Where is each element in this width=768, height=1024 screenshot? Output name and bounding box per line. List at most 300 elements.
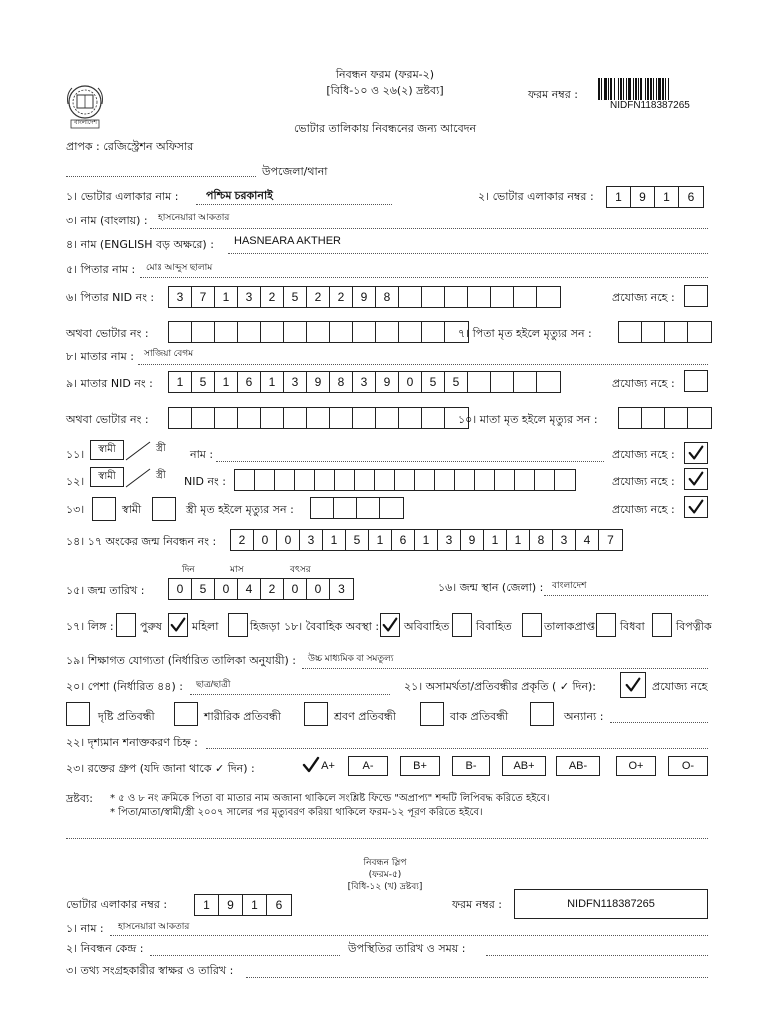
mother-nid-cell[interactable]: 6: [238, 372, 261, 392]
husband-option[interactable]: [90, 440, 124, 460]
slip-sign-line: [246, 977, 708, 978]
barcode-bar: [665, 78, 666, 100]
mother-nid-cell[interactable]: [468, 372, 491, 392]
father-voter-no-cell[interactable]: [422, 322, 445, 342]
father-nid-cell[interactable]: [514, 287, 537, 307]
barcode-bar: [626, 78, 627, 100]
mother-death-year-cell[interactable]: [688, 408, 711, 428]
barcode-bar: [638, 78, 639, 100]
father-voter-no-cell[interactable]: [399, 322, 422, 342]
mother-death-year-cell[interactable]: [665, 408, 688, 428]
barcode-bar: [614, 78, 615, 100]
dob-day-caption: দিন: [182, 565, 195, 575]
father-voter-no-cell[interactable]: [376, 322, 399, 342]
mother-death-year-cell[interactable]: [642, 408, 665, 428]
slip-name-value: হাসনেয়ারা আকতার: [118, 921, 190, 931]
barcode: [598, 78, 716, 100]
slip-area-no-cell[interactable]: 6: [275, 898, 283, 912]
father-death-year-cell[interactable]: [665, 322, 688, 342]
slip-area-no-cell[interactable]: 1: [195, 895, 219, 915]
barcode-bar: [610, 78, 612, 100]
birth-reg-cell[interactable]: 1: [323, 530, 346, 550]
slip-area-no-cell[interactable]: 9: [219, 895, 243, 915]
father-name-value: মোঃ আব্দুস ছালাম: [146, 262, 213, 272]
vision-checkbox[interactable]: [66, 702, 90, 726]
mother-death-year-cells: [618, 407, 712, 429]
blood-group-option[interactable]: [348, 756, 388, 776]
spouse-name-number: ১১।: [66, 448, 85, 461]
widow-checkbox[interactable]: [596, 613, 616, 637]
spouse-nid-cell[interactable]: [515, 470, 535, 490]
spouse-death-na-checkbox[interactable]: [684, 496, 708, 518]
mother-nid-cell[interactable]: 9: [307, 372, 330, 392]
checkmark-icon: [381, 616, 399, 634]
mother-name-value: সাজিয়া বেগম: [144, 348, 194, 358]
birth-reg-cell[interactable]: 1: [507, 530, 530, 550]
spouse-death-year-cell[interactable]: [334, 498, 357, 518]
voter-area-name-label: ১। ভোটার এলাকার নাম :: [66, 190, 179, 203]
father-death-year-cell[interactable]: [688, 322, 711, 342]
mother-nid-na-label: প্রযোজ্য নহে :: [612, 377, 675, 390]
spouse-nid-cell[interactable]: [375, 470, 395, 490]
note-line-2: * পিতা/মাতা/স্বামী/স্ত্রী ২০০৭ সালের পর মৃত্যুবরণ করিয়া থাকিলে ফরম-১২ পূরণ করিতে হইবে।: [110, 807, 483, 818]
profession-line: [190, 694, 390, 695]
female-label: মহিলা: [192, 620, 219, 633]
birth-reg-cell[interactable]: 1: [369, 530, 392, 550]
other-disability-line: [610, 722, 708, 723]
father-nid-cell[interactable]: 9: [353, 287, 376, 307]
spouse-name-na-label: প্রযোজ্য নহে :: [612, 448, 675, 461]
mother-nid-cell[interactable]: 1: [215, 372, 238, 392]
mother-nid-cell[interactable]: 5: [422, 372, 445, 392]
barcode-bar: [635, 78, 637, 100]
birth-reg-cell[interactable]: 0: [277, 530, 300, 550]
slip-area-no-label: ভোটার এলাকার নম্বর :: [66, 898, 168, 911]
slip-form: (ফরম-৫): [368, 870, 402, 880]
slip-area-no-cell[interactable]: 1: [243, 895, 267, 915]
mother-nid-cell[interactable]: 5: [192, 372, 215, 392]
barcode-bar: [618, 78, 619, 100]
father-name-line: [140, 277, 708, 278]
birth-reg-cell[interactable]: 3: [438, 530, 461, 550]
father-name-label: ৫। পিতার নাম :: [66, 263, 136, 276]
voter-area-name-value: পশ্চিম চরকানাই: [206, 190, 273, 202]
disability-na-label: প্রযোজ্য নহে: [652, 680, 708, 693]
name-english-label: ৪। নাম (ENGLISH বড় অক্ষরে) :: [66, 238, 214, 251]
government-logo: [62, 80, 108, 132]
dob-cell[interactable]: 4: [238, 579, 261, 599]
mother-nid-cell[interactable]: 9: [376, 372, 399, 392]
vision-label: দৃষ্টি প্রতিবন্ধী: [98, 710, 155, 723]
checkmark-icon: [301, 755, 321, 775]
profession-value: ছাত্র/ছাত্রী: [196, 679, 231, 689]
father-death-year-cell[interactable]: [619, 322, 642, 342]
husband-death-checkbox[interactable]: [92, 497, 116, 521]
barcode-bar: [656, 78, 657, 100]
husband-death-label: স্বামী: [122, 503, 142, 516]
identification-mark-line: [206, 748, 708, 749]
mother-voter-no-cell[interactable]: [422, 408, 445, 428]
name-bangla-label: ৩। নাম (বাংলায়) :: [66, 214, 148, 227]
slip-form-no-value: NIDFN118387265: [567, 898, 655, 910]
blood-group-option[interactable]: [400, 756, 440, 776]
barcode-bar: [623, 78, 624, 100]
mother-death-year-label: ১০। মাতা মৃত হইলে মৃত্যুর সন :: [458, 413, 598, 426]
mother-name-label: ৮। মাতার নাম :: [66, 350, 134, 363]
spouse-nid-cell[interactable]: [295, 470, 315, 490]
barcode-bar: [628, 78, 631, 100]
birth-reg-cell[interactable]: 3: [553, 530, 576, 550]
physical-checkbox[interactable]: [174, 702, 198, 726]
dob-cells: [168, 578, 354, 600]
spouse-nid-na-checkbox[interactable]: [684, 468, 708, 490]
barcode-text: NIDFN118387265: [610, 100, 690, 111]
mother-voter-no-cell[interactable]: [169, 408, 192, 428]
blood-group-option[interactable]: [298, 756, 338, 776]
application-title: ভোটার তালিকায় নিবন্ধনের জন্য আবেদন: [293, 122, 477, 135]
spouse-nid-na-label: প্রযোজ্য নহে :: [612, 475, 675, 488]
voter-area-number-cell[interactable]: 1: [607, 187, 631, 207]
barcode-bar: [601, 78, 602, 100]
spouse-death-year-cell[interactable]: [357, 498, 380, 518]
father-nid-na-label: প্রযোজ্য নহে :: [612, 291, 675, 304]
barcode-bar: [668, 78, 669, 100]
spouse-nid-label: NID নং :: [184, 475, 226, 488]
mother-nid-cell[interactable]: 1: [261, 372, 284, 392]
blood-group-label: ২৩। রক্তের গ্রুপ (যদি জানা থাকে ✓ দিন) :: [66, 762, 255, 775]
father-voter-no-cell[interactable]: [215, 322, 238, 342]
birth-district-line: [544, 595, 708, 596]
blood-group-label: B+: [413, 760, 427, 772]
barcode-bar: [620, 78, 622, 100]
slip-name-label: ১। নাম :: [66, 922, 104, 935]
birth-reg-cell[interactable]: 3: [300, 530, 323, 550]
dob-label: ১৫। জন্ম তারিখ :: [66, 584, 145, 597]
dob-cell[interactable]: 0: [284, 579, 307, 599]
mother-death-year-cell[interactable]: [619, 408, 642, 428]
mother-nid-cell[interactable]: 8: [330, 372, 353, 392]
checkmark-icon: [169, 616, 187, 634]
mother-nid-cell[interactable]: 3: [284, 372, 307, 392]
mother-nid-cell[interactable]: [514, 372, 537, 392]
father-nid-cell[interactable]: 2: [261, 287, 284, 307]
blood-group-label: AB+: [513, 760, 535, 772]
note-label: দ্রষ্টব্য:: [66, 792, 93, 805]
education-label: ১৯। শিক্ষাগত যোগ্যতা (নির্ধারিত তালিকা অনুযায়ী) :: [66, 654, 296, 667]
name-bangla-value: হাসনেয়ারা আকতার: [158, 212, 230, 222]
father-voter-no-cell[interactable]: [284, 322, 307, 342]
divorced-checkbox[interactable]: [522, 613, 542, 637]
mother-voter-no-cell[interactable]: [330, 408, 353, 428]
spouse-nid-cell[interactable]: [535, 470, 555, 490]
mother-voter-no-cell[interactable]: [353, 408, 376, 428]
spouse-nid-cell[interactable]: [455, 470, 475, 490]
spouse-nid-cell[interactable]: [235, 470, 255, 490]
widower-checkbox[interactable]: [652, 613, 672, 637]
recipient-line: প্রাপক : রেজিস্ট্রেশন অফিসার: [66, 140, 194, 153]
voter-area-number-cell[interactable]: 6: [687, 190, 695, 204]
barcode-bar: [647, 78, 649, 100]
father-nid-cell[interactable]: [537, 287, 560, 307]
father-nid-cell[interactable]: 3: [169, 287, 192, 307]
slip-time-label: উপস্থিতির তারিখ ও সময় :: [348, 942, 466, 955]
father-nid-cell[interactable]: 5: [284, 287, 307, 307]
father-nid-label: ৬। পিতার NID নং :: [66, 291, 155, 304]
form-title: নিবন্ধন ফরম (ফরম-২): [335, 68, 435, 81]
checkmark-icon: [687, 498, 705, 516]
gender-label: ১৭। লিঙ্গ :: [66, 620, 114, 633]
checkmark-icon: [687, 470, 705, 488]
dob-cell[interactable]: 0: [215, 579, 238, 599]
mother-voter-no-cell[interactable]: [215, 408, 238, 428]
spouse-death-na-label: প্রযোজ্য নহে :: [612, 503, 675, 516]
father-voter-no-cell[interactable]: [330, 322, 353, 342]
profession-label: ২০। পেশা (নির্ধারিত ৪৪) :: [66, 680, 183, 693]
spouse-name-line: [216, 461, 604, 462]
father-voter-no-cell[interactable]: [192, 322, 215, 342]
blood-group-option[interactable]: [616, 756, 656, 776]
birth-reg-cell[interactable]: 4: [576, 530, 599, 550]
identification-mark-label: ২২। দৃশ্যমান শনাক্তকরণ চিহ্ন :: [66, 736, 198, 749]
slip-title: নিবন্ধন স্লিপ: [363, 858, 407, 868]
father-nid-cell[interactable]: 2: [330, 287, 353, 307]
married-label: বিবাহিত: [476, 620, 512, 633]
disability-na-checkbox[interactable]: [620, 672, 646, 698]
blood-group-option[interactable]: [502, 756, 546, 776]
husband-label: স্বামী: [98, 470, 116, 482]
barcode-bar: [650, 78, 652, 100]
father-nid-cell[interactable]: 7: [192, 287, 215, 307]
mother-voter-no-label: অথবা ভোটার নং :: [66, 413, 149, 426]
birth-district-value: বাংলাদেশ: [552, 580, 587, 590]
father-nid-cell[interactable]: 1: [215, 287, 238, 307]
spouse-nid-cell[interactable]: [315, 470, 335, 490]
slip-form-no-label: ফরম নম্বর :: [452, 898, 502, 911]
male-checkbox[interactable]: [116, 613, 136, 637]
barcode-bar: [598, 78, 600, 100]
mother-nid-cell[interactable]: 5: [445, 372, 468, 392]
form-subtitle: [বিধি-১০ ও ২৬(২) দ্রষ্টব্য]: [326, 84, 444, 97]
wife-death-text: স্ত্রী মৃত হইলে মৃত্যুর সন :: [186, 503, 294, 516]
slip-form-no-box: [514, 889, 708, 919]
note-separator-line: [66, 838, 708, 839]
blood-group-label: A-: [362, 760, 374, 772]
barcode-bar: [653, 78, 654, 100]
father-nid-cell[interactable]: [445, 287, 468, 307]
birth-reg-cell[interactable]: 1: [484, 530, 507, 550]
voter-area-number-cells: [606, 186, 704, 208]
father-death-year-label: ৭। পিতা মৃত হইলে মৃত্যুর সন :: [458, 327, 592, 340]
disability-label: ২১। অসামর্থতা/প্রতিবন্ধীর প্রকৃতি ( ✓ দিন):: [404, 680, 597, 693]
voter-area-number-label: ২। ভোটার এলাকার নম্বর :: [478, 190, 594, 203]
barcode-bar: [658, 78, 661, 100]
married-checkbox[interactable]: [452, 613, 472, 637]
widower-label: বিপত্নীক: [676, 620, 712, 633]
father-voter-no-cell[interactable]: [353, 322, 376, 342]
spouse-nid-cell[interactable]: [475, 470, 495, 490]
birth-reg-cell[interactable]: 6: [392, 530, 415, 550]
education-line: [302, 668, 708, 669]
slip-center-line: [150, 955, 340, 956]
spouse-nid-number: ১২।: [66, 475, 85, 488]
mother-nid-cell[interactable]: 3: [353, 372, 376, 392]
spouse-death-year-cell[interactable]: [380, 498, 403, 518]
barcode-icon: [598, 78, 716, 100]
female-checkbox[interactable]: [168, 613, 188, 637]
checkmark-icon: [624, 676, 642, 694]
father-nid-cell[interactable]: [491, 287, 514, 307]
spouse-nid-cell[interactable]: [415, 470, 435, 490]
unmarried-label: অবিবাহিত: [404, 620, 450, 633]
blood-group-label: O+: [628, 760, 644, 772]
father-voter-no-label: অথবা ভোটার নং :: [66, 327, 149, 340]
unmarried-checkbox[interactable]: [380, 613, 400, 637]
father-death-year-cells: [618, 321, 712, 343]
mother-nid-na-checkbox[interactable]: [684, 370, 708, 392]
logo-label: বাংলাদেশ: [74, 119, 97, 126]
divorced-label: তালাকপ্রাপ্ত: [544, 620, 595, 633]
other-disability-label: অন্যান্য :: [564, 710, 604, 723]
father-voter-no-cell[interactable]: [169, 322, 192, 342]
male-label: পুরুষ: [140, 620, 162, 633]
birth-reg-cell[interactable]: 7: [607, 533, 614, 547]
spouse-name-label: নাম :: [190, 448, 214, 461]
dob-year-caption: বৎসর: [290, 565, 311, 575]
father-voter-no-cell[interactable]: [261, 322, 284, 342]
barcode-bar: [604, 78, 607, 100]
barcode-bar: [608, 78, 609, 100]
dob-cell[interactable]: 0: [169, 579, 192, 599]
spouse-nid-cell[interactable]: [395, 470, 415, 490]
blood-group-option[interactable]: [556, 756, 600, 776]
birth-reg-cell[interactable]: 1: [415, 530, 438, 550]
spouse-nid-cell[interactable]: [555, 470, 575, 490]
mother-voter-no-cell[interactable]: [399, 408, 422, 428]
spouse-nid-cell[interactable]: [255, 470, 275, 490]
dob-cell[interactable]: 2: [261, 579, 284, 599]
father-death-year-cell[interactable]: [642, 322, 665, 342]
spouse-death-year-cell[interactable]: [311, 498, 334, 518]
barcode-bar: [633, 78, 634, 100]
mother-nid-cell[interactable]: [537, 372, 560, 392]
mother-nid-cell[interactable]: [491, 372, 514, 392]
spouse-nid-cell[interactable]: [495, 470, 515, 490]
spouse-nid-cell[interactable]: [435, 470, 455, 490]
slip-rule: [বিধি-১২ (খ) দ্রষ্টব্য]: [347, 882, 423, 892]
mother-voter-no-cell[interactable]: [261, 408, 284, 428]
birth-reg-cell[interactable]: 9: [461, 530, 484, 550]
hearing-label: শ্রবণ প্রতিবন্ধী: [334, 710, 396, 723]
hijra-checkbox[interactable]: [228, 613, 248, 637]
blood-group-option[interactable]: [668, 756, 708, 776]
voter-area-name-line: [196, 204, 392, 205]
father-nid-cells: [168, 286, 561, 308]
wife-label: স্ত্রী: [156, 443, 166, 454]
blood-group-label: B-: [465, 760, 477, 772]
mother-voter-no-cell[interactable]: [376, 408, 399, 428]
wife-death-checkbox[interactable]: [152, 497, 176, 521]
mother-nid-cells: [168, 371, 561, 393]
mother-voter-no-cell[interactable]: [284, 408, 307, 428]
birth-reg-cell[interactable]: 0: [254, 530, 277, 550]
hijra-label: হিজড়া: [250, 620, 280, 633]
birth-reg-cell[interactable]: 2: [231, 530, 254, 550]
widow-label: বিধবা: [620, 620, 645, 633]
name-english-value: HASNEARA AKTHER: [234, 235, 341, 247]
voter-area-number-cell[interactable]: 9: [631, 187, 655, 207]
birth-reg-cell[interactable]: 5: [346, 530, 369, 550]
barcode-bar: [645, 78, 646, 100]
spouse-death-number: ১৩।: [66, 503, 85, 516]
wife-label: স্ত্রী: [156, 470, 166, 481]
father-voter-no-cell[interactable]: [238, 322, 261, 342]
dob-cell[interactable]: 0: [307, 579, 330, 599]
husband-option-nid[interactable]: [90, 467, 124, 487]
husband-label: স্বামী: [98, 443, 116, 455]
blood-group-option[interactable]: [452, 756, 490, 776]
mother-voter-no-cells: [168, 407, 469, 429]
father-nid-cell[interactable]: [399, 287, 422, 307]
mother-voter-no-cell[interactable]: [307, 408, 330, 428]
slip-area-no-cells: [194, 894, 292, 916]
spouse-death-year-cells: [310, 497, 404, 519]
blood-group-label: O-: [681, 760, 695, 772]
mother-nid-label: ৯। মাতার NID নং :: [66, 377, 153, 390]
father-nid-cell[interactable]: 8: [376, 287, 399, 307]
spouse-nid-cell[interactable]: [335, 470, 355, 490]
birth-reg-label: ১৪। ১৭ অংকের জন্ম নিবন্ধন নং :: [66, 535, 217, 548]
mother-voter-no-cell[interactable]: [192, 408, 215, 428]
voter-area-number-cell[interactable]: 1: [655, 187, 679, 207]
birth-reg-cells: [230, 529, 623, 551]
father-nid-cell[interactable]: 3: [238, 287, 261, 307]
birth-reg-cell[interactable]: 8: [530, 530, 553, 550]
blood-group-label: AB-: [568, 760, 588, 772]
father-nid-na-checkbox[interactable]: [684, 285, 708, 307]
hearing-checkbox[interactable]: [304, 702, 328, 726]
spouse-nid-cell[interactable]: [275, 470, 295, 490]
mother-nid-cell[interactable]: 0: [399, 372, 422, 392]
barcode-bar: [640, 78, 642, 100]
marital-status-label: ১৮। বৈবাহিক অবস্থা :: [284, 620, 380, 633]
father-nid-cell[interactable]: [422, 287, 445, 307]
spouse-name-na-checkbox[interactable]: [684, 442, 708, 464]
spouse-nid-cell[interactable]: [355, 470, 375, 490]
father-nid-cell[interactable]: [468, 287, 491, 307]
physical-label: শারীরিক প্রতিবন্ধী: [204, 710, 281, 723]
name-english-line: [228, 253, 708, 254]
father-nid-cell[interactable]: 2: [307, 287, 330, 307]
other-disability-checkbox[interactable]: [530, 702, 554, 726]
mother-voter-no-cell[interactable]: [238, 408, 261, 428]
spouse-nid-cells: [234, 469, 576, 491]
slip-center-label: ২। নিবন্ধন কেন্দ্র :: [66, 942, 144, 955]
mother-nid-cell[interactable]: 1: [169, 372, 192, 392]
name-bangla-line: [150, 228, 708, 229]
slip-sign-label: ৩। তথ্য সংগ্রহকারীর স্বাক্ষর ও তারিখ :: [66, 964, 234, 977]
blood-group-label: A+: [321, 760, 335, 772]
father-voter-no-cells: [168, 321, 469, 343]
note-line-1: * ৫ ও ৮ নং ক্রমিকে পিতা বা মাতার নাম অজানা থাকিলে সংশ্লিষ্ট ফিল্ডে "অপ্রাপ্য" শব্দটি লিপিবদ্ধ করিতে হইবে।: [110, 793, 550, 804]
speech-checkbox[interactable]: [420, 702, 444, 726]
checkmark-icon: [687, 444, 705, 462]
barcode-bar: [662, 78, 664, 100]
father-voter-no-cell[interactable]: [307, 322, 330, 342]
dob-cell[interactable]: 5: [192, 579, 215, 599]
education-value: উচ্চ মাধ্যমিক বা সমতুল্য: [308, 653, 394, 663]
dob-cell[interactable]: 3: [338, 582, 345, 596]
upazila-line: [66, 176, 256, 177]
